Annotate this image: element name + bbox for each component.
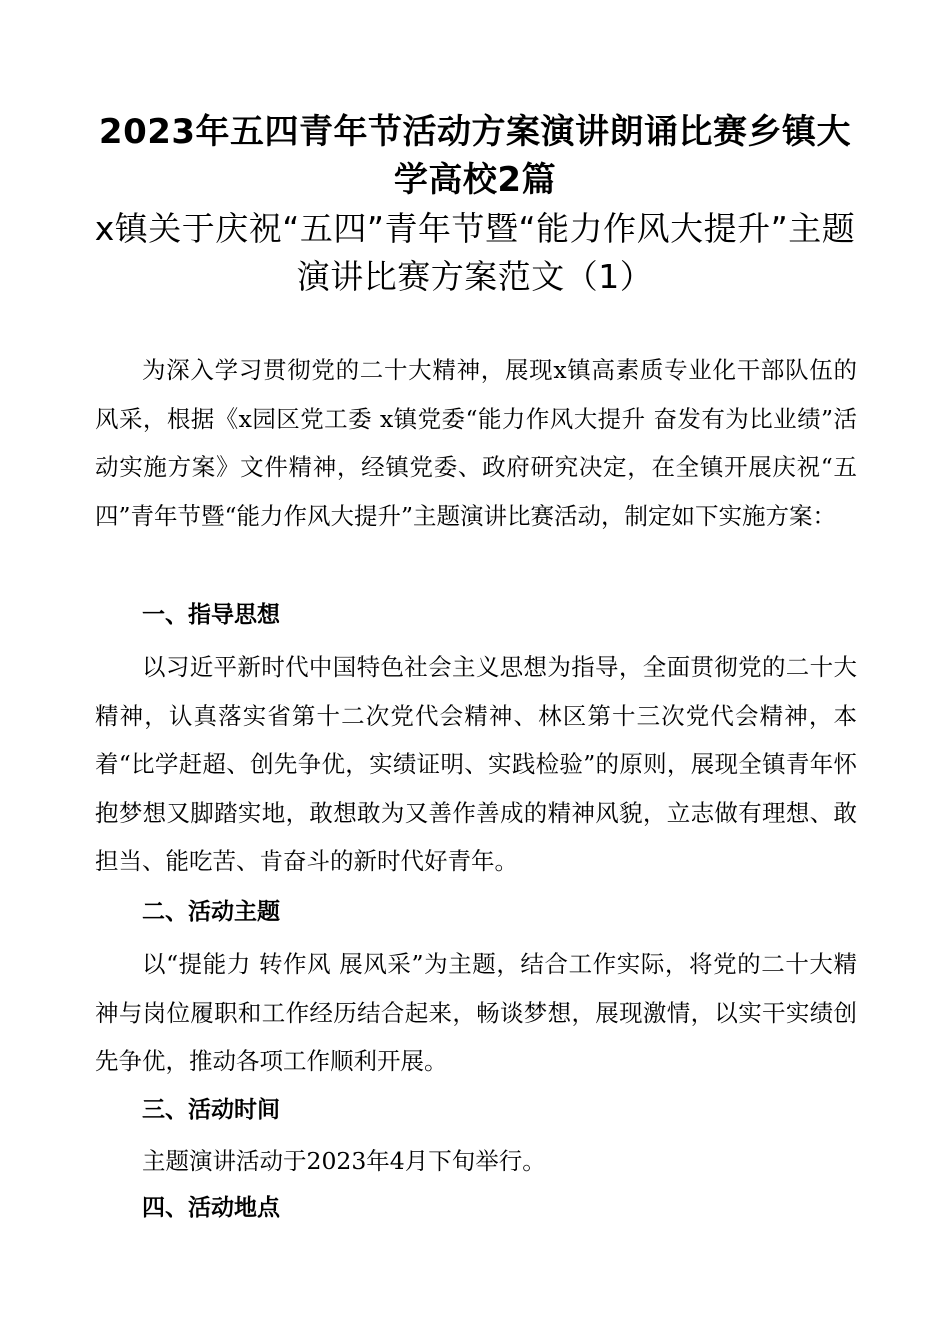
section-paragraph-activity-theme: 以“提能力 转作风 展风采”为主题，结合工作实际，将党的二十大精神与岗位履职和工作经历结合起来，畅谈梦想，展现激情，以实干实绩创先争优，推动各项工作顺利开展。 xyxy=(95,950,857,1075)
section-paragraph-activity-time: 主题演讲活动于2023年4月下旬举行。 xyxy=(142,1147,546,1175)
document-title: 2023年五四青年节活动方案演讲朗诵比赛乡镇大学高校2篇 xyxy=(98,112,852,200)
intro-paragraph: 为深入学习贯彻党的二十大精神，展现x镇高素质专业化干部队伍的风采，根据《x园区党工委 x镇党委“能力作风大提升 奋发有为比业绩”活动实施方案》文件精神，经镇党委、政府研究决定，在全镇开展庆祝“五四”青年节暨“能力作风大提升”主题演讲比赛活动，制定如下实施方案： xyxy=(95,356,857,530)
section-heading-activity-theme: 二、活动主题 xyxy=(142,899,280,925)
document-subtitle: x镇关于庆祝“五四”青年节暨“能力作风大提升”主题演讲比赛方案范文（1） xyxy=(94,209,856,296)
section-heading-activity-time: 三、活动时间 xyxy=(142,1097,280,1123)
section-heading-guiding-ideology: 一、指导思想 xyxy=(142,602,280,628)
section-heading-activity-location: 四、活动地点 xyxy=(142,1195,280,1221)
section-paragraph-guiding-ideology: 以习近平新时代中国特色社会主义思想为指导，全面贯彻党的二十大精神，认真落实省第十二次党代会精神、林区第十三次党代会精神，本着“比学赶超、创先争优，实绩证明、实践检验”的原则，展现全镇青年怀抱梦想又脚踏实地，敢想敢为又善作善成的精神风貌，立志做有理想、敢担当、能吃苦、肯奋斗的新时代好青年。 xyxy=(95,653,857,875)
